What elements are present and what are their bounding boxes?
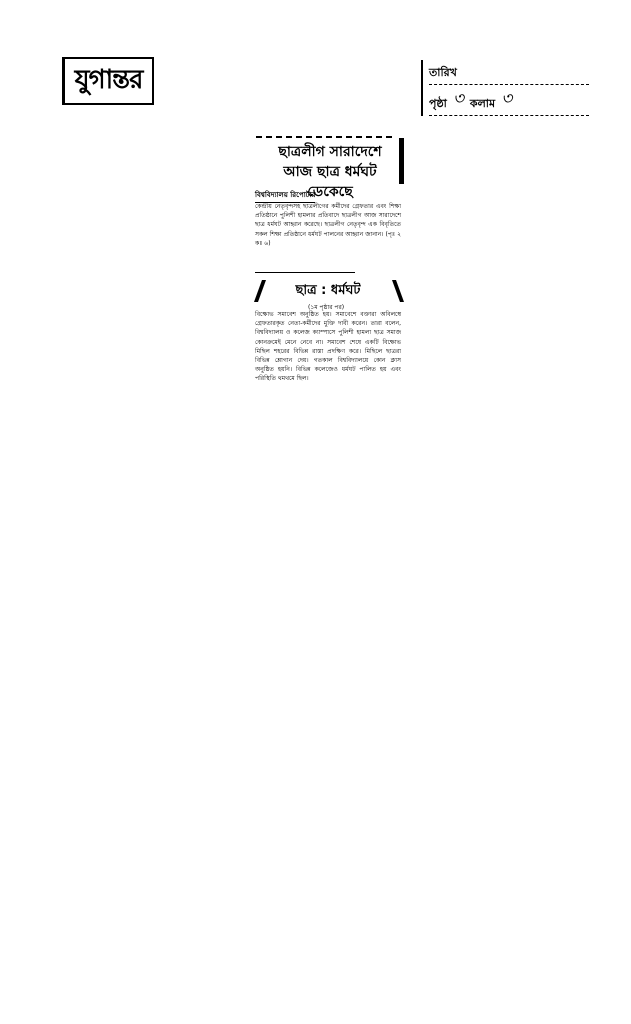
article-body-continued: বিক্ষোভ সমাবেশ অনুষ্ঠিত হয়। সমাবেশে বক্তারা অবিলম্বে গ্রেফতারকৃত নেতা-কর্মীদের মুক্তি দাবী করেন। তারা বলেন, বিশ্ববিদ্যালয় ও কলেজ ক্যাম্পাসে পুলিশী হামলা ছাত্র সমাজ কোনক্রমেই মেনে নেবে না। সমাবেশ শেষে একটি বিক্ষোভ মিছিল শহরের বিভিন্ন রাস্তা প্রদক্ষিণ করে। মিছিলে ছাত্ররা বিভিন্ন শ্লোগান দেয়। গতকাল বিশ্ববিদ্যালয়ে কোন ক্লাস অনুষ্ঠিত হয়নি। বিভিন্ন কলেজেও ধর্মঘট পালিত হয় এবং পরিস্থিতি থমথমে ছিল। bbox=[255, 311, 401, 383]
news-clipping bbox=[252, 132, 404, 480]
article-divider bbox=[255, 272, 355, 273]
continuation-title: ছাত্র : ধর্মঘট bbox=[295, 282, 361, 298]
article-body-intro: কেন্দ্রীয় নেতৃবৃন্দসহ ছাত্রলীগের কর্মীদের গ্রেফতার এবং শিক্ষা প্রতিষ্ঠানে পুলিশী হামলার প্রতিবাদে ছাত্রলীগ আজ সারাদেশে ছাত্র ধর্মঘট আহ্বান করেছে। ছাত্রলীগ নেতৃবৃন্দ এক বিবৃতিতে সকল শিক্ষা প্রতিষ্ঠানে ধর্মঘট পালনের আহ্বান জানান। (পৃঃ ২ কঃ ৬) bbox=[255, 203, 401, 247]
bracket-left-mark bbox=[254, 280, 266, 302]
stamp-page-value: ৩ bbox=[452, 89, 464, 109]
stamp-page-row bbox=[429, 86, 589, 116]
stamp-date-row bbox=[429, 64, 589, 85]
newspaper-masthead bbox=[62, 57, 154, 105]
stamp-column-value: ৩ bbox=[501, 89, 513, 109]
article-byline: বিশ্ববিদ্যালয় রিপোর্টার bbox=[255, 189, 315, 203]
archive-stamp bbox=[421, 60, 589, 116]
continuation-heading bbox=[252, 280, 404, 302]
masthead-title: যুগান্তর bbox=[74, 65, 143, 95]
bracket-right-mark bbox=[392, 280, 404, 302]
continuation-page-ref: (১ম পৃষ্ঠার পর) bbox=[308, 304, 345, 311]
headline-side-bar bbox=[399, 138, 404, 184]
article-headline: ছাত্রলীগ সারাদেশে আজ ছাত্র ধর্মঘট ডেকেছে bbox=[278, 144, 382, 200]
stamp-page-label: পৃষ্ঠা bbox=[429, 97, 447, 110]
stamp-date-label: তারিখ bbox=[429, 66, 457, 79]
stamp-column-label: কলাম bbox=[469, 97, 496, 110]
clipping-top-border bbox=[256, 136, 396, 138]
